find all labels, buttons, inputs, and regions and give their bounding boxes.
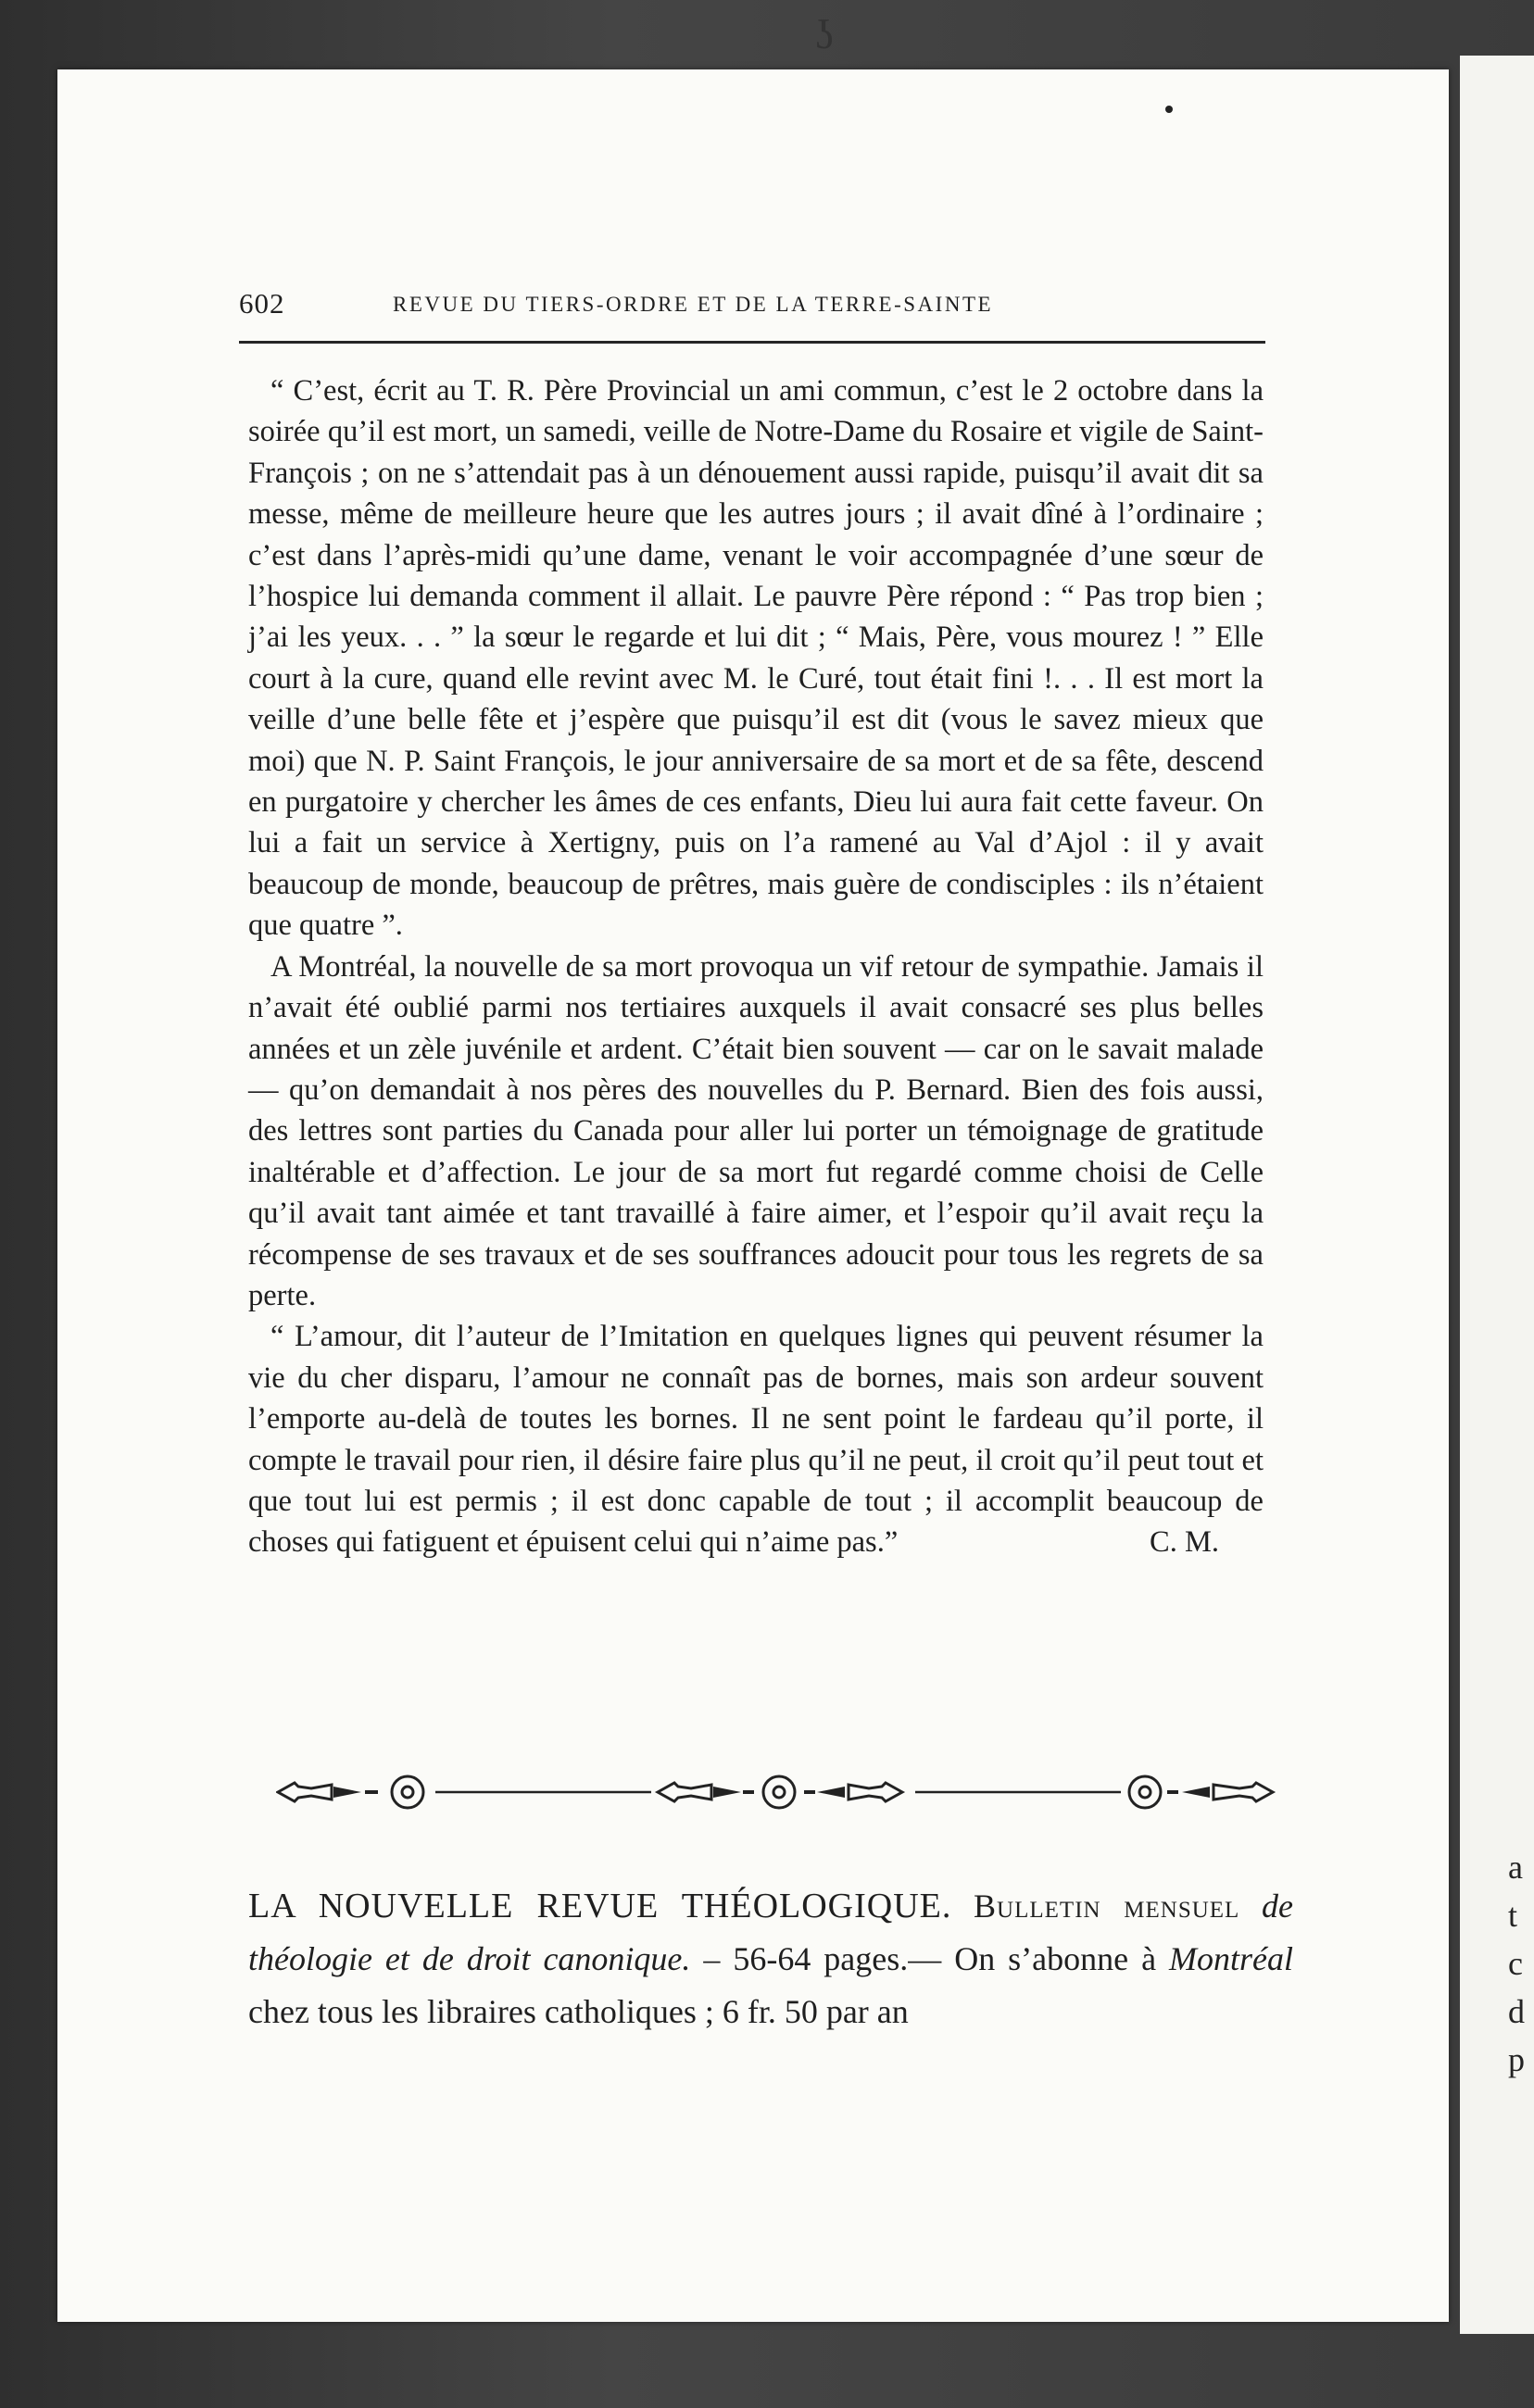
article-body bbox=[248, 370, 1264, 1563]
notice-subtitle: Bulletin mensuel bbox=[974, 1888, 1240, 1925]
flower-ornament-icon bbox=[278, 1776, 1273, 1808]
paragraph-letter-quote: “ C’est, écrit au T. R. Père Provincial un ami commun, c’est le 2 octobre dans la soirée qu’il est mort, un samedi, veille de Notre-Dame du Rosaire et vigile de Saint-François ; on ne s’attendait pas à un dénouement aussi rapide, puisqu’il avait dit sa messe, même de meilleure heure que les autres jours ; il avait dîné à l’ordinaire ; c’est dans l’après-midi qu’une dame, venant le voir accompagnée d’une sœur de l’hospice lui demanda comment il allait. Le pauvre Père répond : “ Pas trop bien ; j’ai les yeux. . . ” la sœur le regarde et lui dit ; “ Mais, Père, vous mourez ! ” Elle court à la cure, quand elle revint avec M. le Curé, tout était fini !. . . Il est mort la veille d’une belle fête et j’espère que puisqu’il est dit (vous le savez mieux que moi) que N. P. Saint François, le jour anniversaire de sa mort et de sa fête, descend en purgatoire y chercher les âmes de ces enfants, Dieu lui aura fait cette faveur. On lui a fait un service à Xertigny, puis on l’a ramené au Val d’Ajol : il y avait beaucoup de monde, beaucoup de prêtres, mais guère de condisciples : ils n’étaient que quatre ”. bbox=[248, 374, 1264, 943]
notice-city: Montréal bbox=[1169, 1940, 1293, 1977]
author-signature: C. M. bbox=[1150, 1525, 1219, 1560]
paragraph-montreal: A Montréal, la nouvelle de sa mort provoqua un vif retour de sympathie. Jamais il n’avait été oublié parmi nos tertiaires auxquels il avait consacré ses plus belles années et un zèle juvénile et ardent. C’était bien souvent — car on le savait malade — qu’on demandait à nos pères des nouvelles du P. Bernard. Bien des fois aussi, des lettres sont parties du Canada pour aller lui porter un témoignage de gratitude inaltérable et d’affection. Le jour de sa mort fut regardé comme choisi de Celle qu’il avait tant aimée et tant travaillé à faire aimer, et l’espoir qu’il avait reçu la récompense de ses travaux et de ses souffrances adoucit pour tous les regrets de sa perte. bbox=[248, 949, 1264, 1312]
running-head bbox=[239, 287, 1267, 333]
scan-mark-icon: ʖ bbox=[815, 12, 834, 57]
ink-dot bbox=[1165, 106, 1173, 113]
header-rule bbox=[239, 341, 1265, 344]
notice-subscription: chez tous les libraires catholiques ; 6 fr. 50 par an bbox=[248, 1993, 909, 2030]
adjacent-page-text: a t c d p bbox=[1508, 1849, 1525, 2078]
notice-subject: de théologie et de droit canonique. bbox=[248, 1888, 1293, 1977]
review-notice bbox=[248, 1880, 1293, 2038]
page-number: 602 bbox=[239, 287, 285, 320]
decorative-ornament bbox=[276, 1764, 1276, 1820]
notice-pages: – 56-64 pages.— On s’abonne à bbox=[690, 1940, 1170, 1977]
running-title: REVUE DU TIERS-ORDRE ET DE LA TERRE-SAINTE bbox=[393, 293, 994, 316]
paragraph-imitation-quote bbox=[248, 1316, 1264, 1562]
notice-title: LA NOUVELLE REVUE THÉOLOGIQUE. bbox=[248, 1887, 952, 1925]
imitation-text: “ L’amour, dit l’auteur de l’Imitation en quelques lignes qui peuvent résumer la vie du cher disparu, l’amour ne connaît pas de bornes, mais son ardeur souvent l’emporte au-delà de toutes les bornes. Il ne sent point le fardeau qu’il porte, il compte le travail pour rien, il désire faire plus qu’il ne peut, il croit qu’il peut tout et que tout lui est permis ; il est donc capable de tout ; il accomplit beaucoup de choses qui fatiguent et épuisent celui qui n’aime pas.” bbox=[248, 1320, 1264, 1560]
